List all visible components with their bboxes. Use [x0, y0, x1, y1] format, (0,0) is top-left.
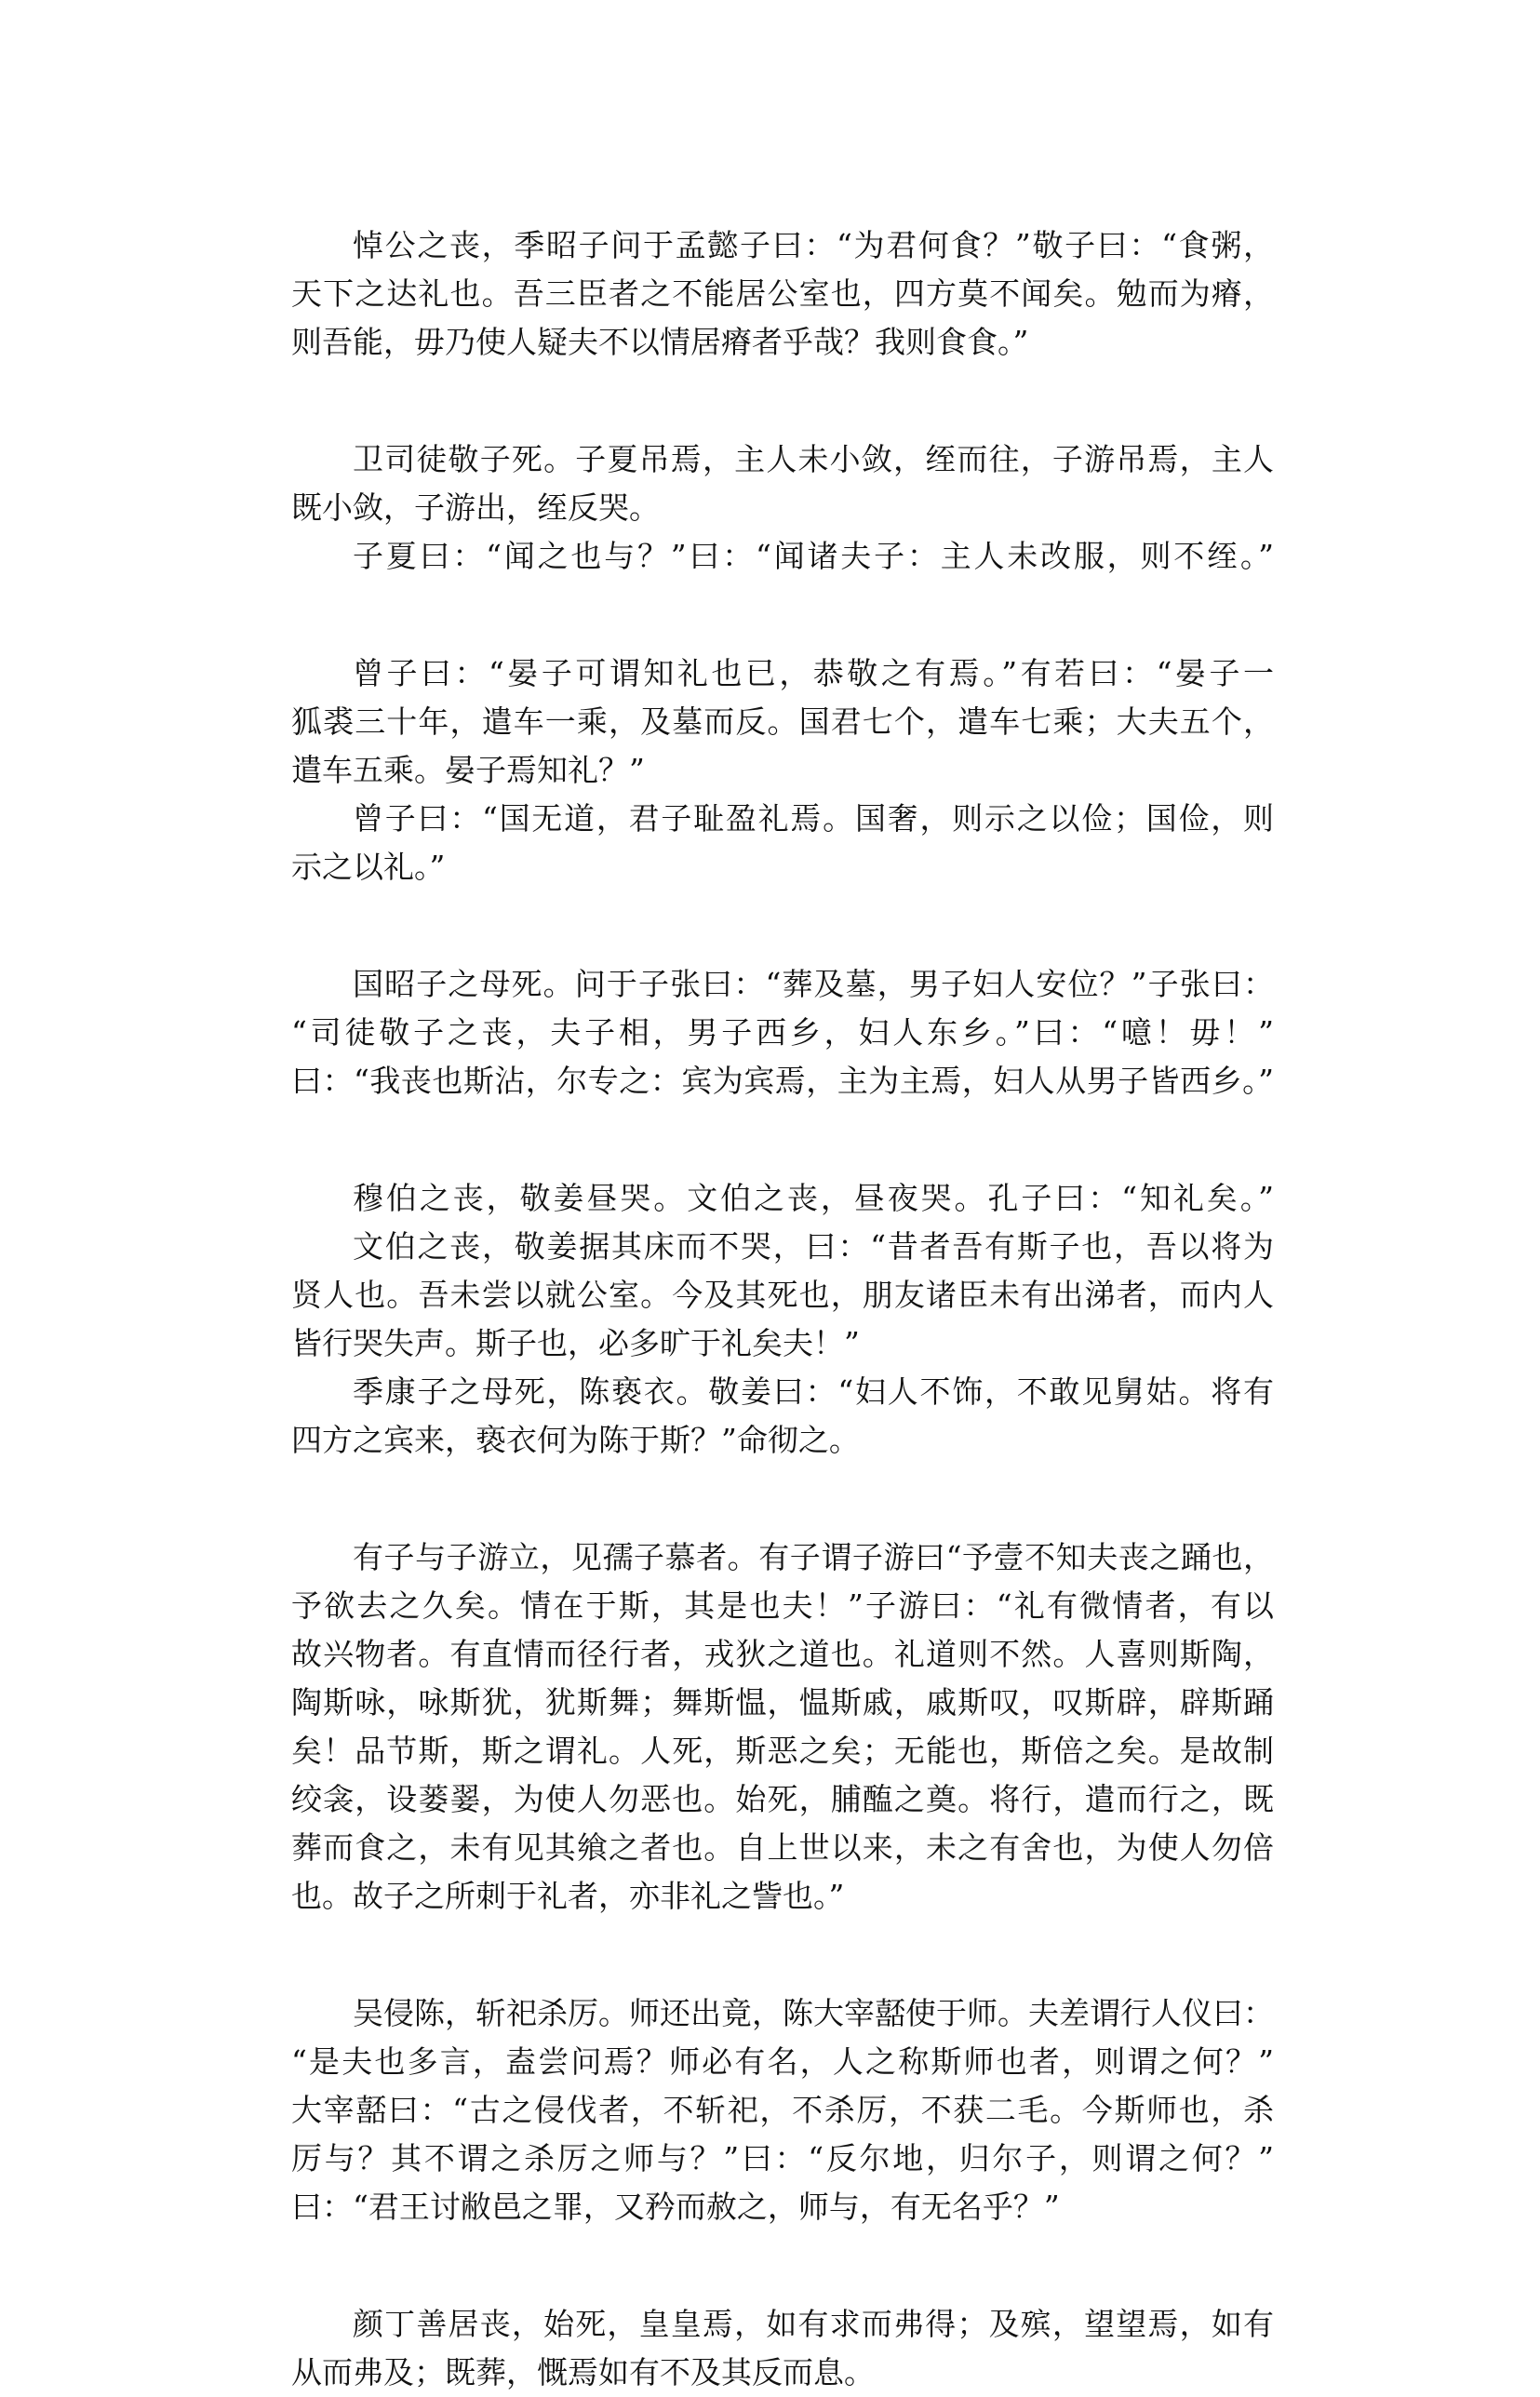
paragraph-gap: [291, 2231, 1274, 2300]
text-line: 子夏曰：“闻之也与？”曰：“闻诸夫子：主人未改服，则不绖。”: [353, 538, 1274, 574]
paragraph-gap: [291, 1465, 1274, 1533]
text-line: 曰：“我丧也斯沾，尔专之：宾为宾焉，主为主焉，妇人从男子皆西乡。”: [291, 1063, 1274, 1099]
text-line: 国昭子之母死。问于子张曰：“葬及墓，男子妇人安位？”子张曰：: [353, 966, 1274, 1002]
text-line: 故兴物者。有直情而径行者，戎狄之道也。礼道则不然。人喜则斯陶，: [291, 1636, 1274, 1672]
text-line: 天下之达礼也。吾三臣者之不能居公室也，四方莫不闻矣。勉而为瘠，: [291, 275, 1274, 312]
paragraph-6: [291, 1533, 1274, 1921]
paragraph-1: [291, 221, 1274, 367]
text-line: 四方之宾来，亵衣何为陈于斯？”命彻之。: [291, 1422, 860, 1458]
text-line: 矣！品节斯，斯之谓礼。人死，斯恶之矣；无能也，斯倍之矣。是故制: [291, 1733, 1274, 1769]
text-line: “司徒敬子之丧，夫子相，男子西乡，妇人东乡。”曰：“噫！毋！”: [291, 1014, 1274, 1051]
text-line: 从而弗及；既葬，慨焉如有不及其反而息。: [291, 2354, 875, 2390]
text-line: 既小敛，子游出，绖反哭。: [291, 489, 660, 526]
paragraph-2: [291, 435, 1274, 581]
paragraph-gap: [291, 1921, 1274, 1989]
text-line: “是夫也多言，盍尝问焉？师必有名，人之称斯师也者，则谓之何？”: [291, 2043, 1274, 2080]
paragraph-gap: [291, 367, 1274, 435]
text-line: 绞衾，设蒌翣，为使人勿恶也。始死，脯醢之奠。将行，遣而行之，既: [291, 1781, 1274, 1817]
text-line: 厉与？其不谓之杀厉之师与？”曰：“反尔地，归尔子，则谓之何？”: [291, 2140, 1274, 2176]
text-line: 陶斯咏，咏斯犹，犹斯舞；舞斯愠，愠斯戚，戚斯叹，叹斯辟，辟斯踊: [291, 1684, 1274, 1721]
text-line: 曾子曰：“国无道，君子耻盈礼焉。国奢，则示之以俭；国俭，则: [353, 800, 1274, 837]
text-line: 贤人也。吾未尝以就公室。今及其死也，朋友诸臣未有出涕者，而内人: [291, 1277, 1274, 1313]
text-line: 狐裘三十年，遣车一乘，及墓而反。国君七个，遣车七乘；大夫五个，: [291, 703, 1274, 740]
paragraph-3: [291, 649, 1274, 891]
paragraph-7: [291, 1989, 1274, 2231]
text-line: 穆伯之丧，敬姜昼哭。文伯之丧，昼夜哭。孔子曰：“知礼矣。”: [353, 1180, 1274, 1216]
paragraph-4: [291, 960, 1274, 1105]
text-line: 颜丁善居丧，始死，皇皇焉，如有求而弗得；及殡，望望焉，如有: [353, 2306, 1274, 2342]
text-line: 葬而食之，未有见其飨之者也。自上世以来，未之有舍也，为使人勿倍: [291, 1829, 1274, 1866]
text-line: 大宰嚭曰：“古之侵伐者，不斩祀，不杀厉，不获二毛。今斯师也，杀: [291, 2092, 1274, 2128]
text-line: 也。故子之所刺于礼者，亦非礼之訾也。”: [291, 1878, 845, 1914]
paragraph-gap: [291, 891, 1274, 960]
paragraph-gap: [291, 1105, 1274, 1174]
paragraph-8: [291, 2300, 1274, 2397]
text-line: 示之以礼。”: [291, 849, 446, 885]
text-line: 文伯之丧，敬姜据其床而不哭，曰：“昔者吾有斯子也，吾以将为: [353, 1228, 1274, 1265]
text-line: 卫司徒敬子死。子夏吊焉，主人未小敛，绖而往，子游吊焉，主人: [353, 441, 1274, 477]
document-body: [291, 221, 1274, 2397]
text-line: 予欲去之久矣。情在于斯，其是也夫！”子游曰：“礼有微情者，有以: [291, 1587, 1274, 1624]
text-line: 悼公之丧，季昭子问于孟懿子曰：“为君何食？”敬子曰：“食粥，: [353, 227, 1274, 263]
text-line: 吴侵陈，斩祀杀厉。师还出竟，陈大宰嚭使于师。夫差谓行人仪曰：: [353, 1995, 1274, 2031]
paragraph-gap: [291, 581, 1274, 649]
text-line: 曾子曰：“晏子可谓知礼也已，恭敬之有焉。”有若曰：“晏子一: [353, 655, 1274, 691]
paragraph-5: [291, 1174, 1274, 1465]
text-line: 遣车五乘。晏子焉知礼？”: [291, 752, 645, 788]
text-line: 季康子之母死，陈亵衣。敬姜曰：“妇人不饰，不敢见舅姑。将有: [353, 1373, 1274, 1410]
text-line: 曰：“君王讨敝邑之罪，又矜而赦之，师与，有无名乎？”: [291, 2189, 1060, 2225]
text-line: 则吾能，毋乃使人疑夫不以情居瘠者乎哉？我则食食。”: [291, 324, 1029, 360]
text-line: 有子与子游立，见孺子慕者。有子谓子游曰“予壹不知夫丧之踊也，: [353, 1539, 1274, 1575]
text-line: 皆行哭失声。斯子也，必多旷于礼矣夫！”: [291, 1325, 860, 1361]
